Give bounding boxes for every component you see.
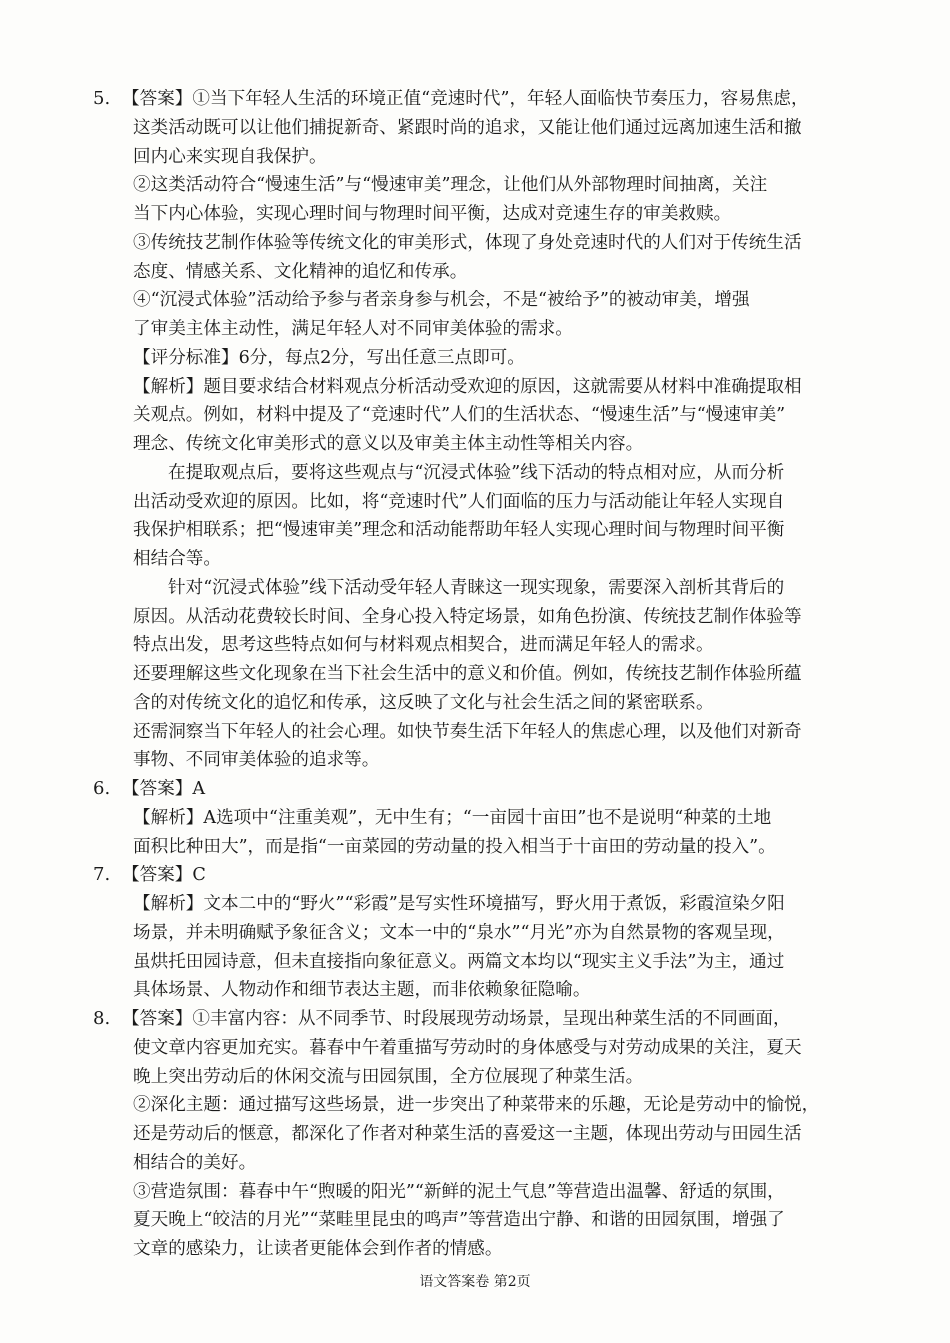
text-line: ③传统技艺制作体验等传统文化的审美形式，体现了身处竞速时代的人们对于传统生活 xyxy=(133,232,802,253)
text-line: 理念、传统文化审美形式的意义以及审美主体主动性等相关内容。 xyxy=(133,434,644,454)
text-line: 【解析】A选项中“注重美观”，无中生有；“一亩园十亩田”也不是说明“种菜的土地 xyxy=(133,807,772,828)
text-line: 晚上突出劳动后的休闲交流与田园氛围，全方位展现了种菜生活。 xyxy=(133,1066,644,1087)
text-line: 针对“沉浸式体验”线下活动受年轻人青睐这一现实现象，需要深入剖析其背后的 xyxy=(168,577,785,598)
text-line: 还要理解这些文化现象在当下社会生活中的意义和价值。例如，传统技艺制作体验所蕴 xyxy=(133,664,802,684)
text-line: 特点出发，思考这些特点如何与材料观点相契合，进而满足年轻人的需求。 xyxy=(133,635,714,656)
text-line: 具体场景、人物动作和细节表达主题，而非依赖象征隐喻。 xyxy=(133,980,591,1001)
page-footer: 语文答案卷 第2页 xyxy=(419,1274,531,1290)
text-line: 夏天晚上“皎洁的月光”“菜畦里昆虫的鸣声”等营造出宁静、和谐的田园氛围，增强了 xyxy=(133,1210,785,1231)
question-number: 8. xyxy=(93,1008,111,1029)
text-line: ②深化主题：通过描写这些场景，进一步突出了种菜带来的乐趣，无论是劳动中的愉悦， xyxy=(133,1095,820,1116)
question-number: 6. xyxy=(93,778,111,799)
question-number: 7. xyxy=(93,864,111,886)
text-line: ③营造氛围：暮春中午“煦暖的阳光”“新鲜的泥土气息”等营造出温馨、舒适的氛围， xyxy=(133,1181,785,1202)
scoring-standard: 【评分标准】6分，每点2分，写出任意三点即可。 xyxy=(133,347,525,368)
text-line: 这类活动既可以让他们捕捉新奇、紧跟时尚的追求，又能让他们通过远离加速生活和撤 xyxy=(133,117,802,138)
text-line: 含的对传统文化的追忆和传承，这反映了文化与社会生活之间的紧密联系。 xyxy=(133,692,714,713)
text-line: 我保护相联系；把“慢速审美”理念和活动能帮助年轻人实现心理时间与物理时间平衡 xyxy=(133,520,785,541)
text-line: 原因。从活动花费较长时间、全身心投入特定场景，如角色扮演、传统技艺制作体验等 xyxy=(133,606,802,627)
text-line: 【解析】题目要求结合材料观点分析活动受欢迎的原因，这就需要从材料中准确提取相 xyxy=(133,376,802,397)
text-line: ④“沉浸式体验”活动给予参与者亲身参与机会，不是“被给予”的被动审美，增强 xyxy=(133,290,750,311)
text-line: 出活动受欢迎的原因。比如，将“竞速时代”人们面临的压力与活动能让年轻人实现自 xyxy=(133,491,785,512)
text-line: 【答案】①丰富内容：从不同季节、时段展现劳动场景，呈现出种菜生活的不同画面， xyxy=(122,1009,791,1029)
text-line: 回内心来实现自我保护。 xyxy=(133,146,327,167)
text-line: 虽烘托田园诗意，但未直接指向象征意义。两篇文本均以“现实主义手法”为主，通过 xyxy=(133,951,785,972)
text-line: 态度、情感关系、文化精神的追忆和传承。 xyxy=(133,261,468,282)
answer-line: 【答案】A xyxy=(122,779,206,799)
question-number: 5. xyxy=(93,88,111,109)
text-line: 【解析】文本二中的“野火”“彩霞”是写实性环境描写，野火用于煮饭，彩霞渲染夕阳 xyxy=(133,894,785,914)
text-line: 还需洞察当下年轻人的社会心理。如快节奏生活下年轻人的焦虑心理，以及他们对新奇 xyxy=(133,721,802,742)
text-line: 当下内心体验，实现心理时间与物理时间平衡，达成对竞速生存的审美救赎。 xyxy=(133,204,732,224)
text-line: 【答案】①当下年轻人生活的环境正值“竞速时代”，年轻人面临快节奏压力，容易焦虑， xyxy=(122,89,809,109)
text-line: 文章的感染力，让读者更能体会到作者的情感。 xyxy=(133,1239,503,1259)
text-line: 还是劳动后的惬意，都深化了作者对种菜生活的喜爱这一主题，体现出劳动与田园生活 xyxy=(133,1124,802,1144)
text-line: 关观点。例如，材料中提及了“竞速时代”人们的生活状态、“慢速生活”与“慢速审美” xyxy=(133,405,786,426)
text-line: 事物、不同审美体验的追求等。 xyxy=(133,750,380,771)
text-line: 在提取观点后，要将这些观点与“沉浸式体验”线下活动的特点相对应，从而分析 xyxy=(168,462,785,483)
text-line: 了审美主体主动性，满足年轻人对不同审美体验的需求。 xyxy=(133,319,573,339)
text-line: ②这类活动符合“慢速生活”与“慢速审美”理念，让他们从外部物理时间抽离，关注 xyxy=(133,175,768,196)
answer-line: 【答案】C xyxy=(122,865,206,886)
text-line: 场景，并未明确赋予象征含义；文本一中的“泉水”“月光”亦为自然景物的客观呈现， xyxy=(133,922,785,943)
text-line: 面积比种田大”，而是指“一亩菜园的劳动量的投入相当于十亩田的劳动量的投入”。 xyxy=(133,836,776,857)
text-line: 相结合等。 xyxy=(133,549,221,569)
text-line: 相结合的美好。 xyxy=(133,1152,257,1173)
text-line: 使文章内容更加充实。暮春中午着重描写劳动时的身体感受与对劳动成果的关注，夏天 xyxy=(133,1037,802,1058)
